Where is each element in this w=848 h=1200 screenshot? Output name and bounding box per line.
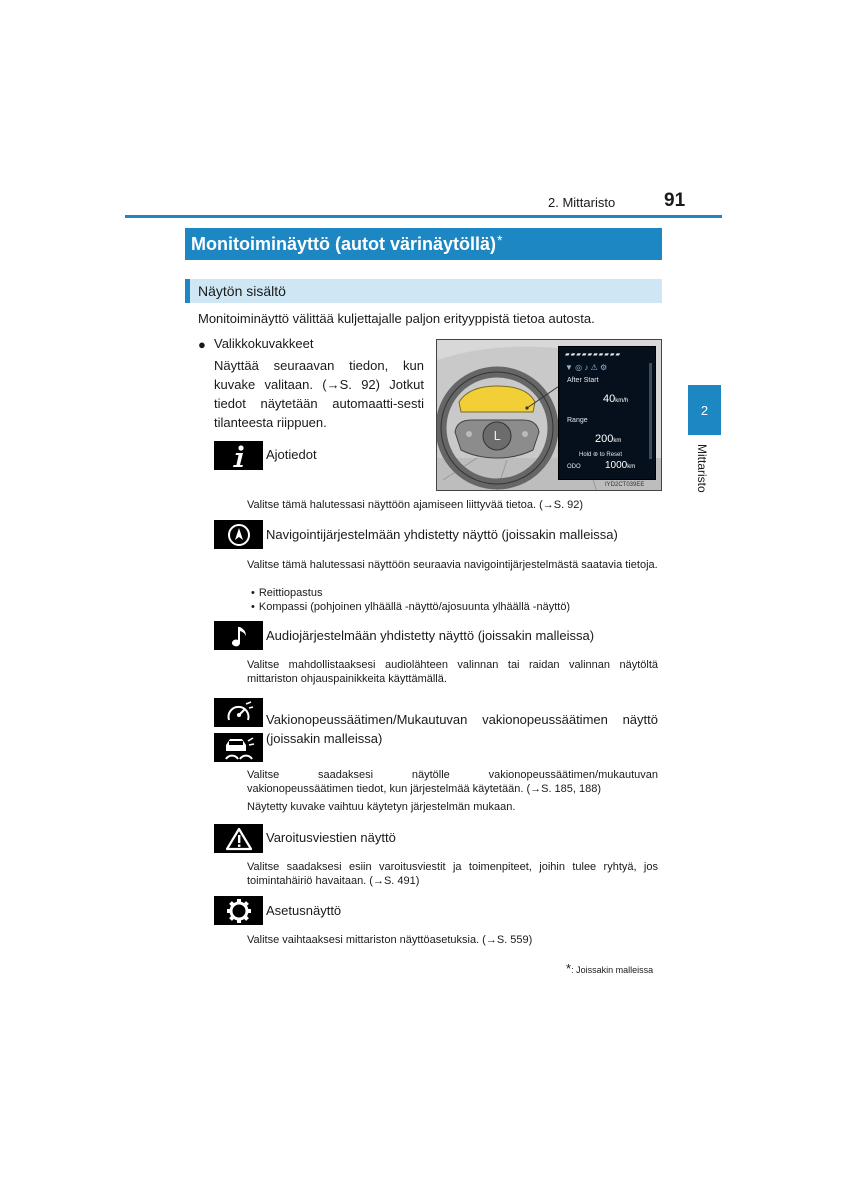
chapter-tab-label: Mittaristo	[695, 444, 709, 493]
radar-cruise-control-icon-box	[214, 733, 263, 762]
title-asterisk: *	[497, 232, 503, 248]
footnote-star: *	[566, 961, 572, 976]
info-icon-box	[214, 441, 263, 470]
image-code: IYD2CT039EE	[605, 482, 645, 488]
item-desc-cruise-control: Valitse saadaksesi näytölle vakionopeussäätimen/mukautuvan vakionopeussäätimen tiedot, kun järjestelmää käytetään. (→S. 185, 188)	[247, 769, 658, 795]
chapter-heading: 2. Mittaristo	[548, 195, 616, 210]
item-desc-navigation: Valitse tämä halutessasi näyttöön seuraavia navigointijärjestelmästä saatavia tietoja.	[247, 559, 658, 571]
page-number: 91	[664, 190, 686, 211]
bullet-icon: ●	[198, 337, 206, 352]
item-note-cruise-control: Näytetty kuvake vaihtuu käytetyn järjestelmän mukaan.	[247, 801, 516, 813]
music-note-icon-box	[214, 621, 263, 650]
bullet-heading: Valikkokuvakkeet	[214, 336, 314, 351]
navigation-icon	[227, 523, 251, 547]
bullet-text: Näyttää seuraavan tiedon, kun kuvake valitaan. (→S. 92) Jotkut tiedot näytetään automaatti-sesti tilanteesta riippuen.	[214, 358, 424, 430]
header-rule	[125, 215, 722, 218]
display-range-value: 200	[595, 433, 614, 445]
svg-text:L: L	[493, 429, 501, 443]
chapter-tab	[688, 385, 721, 435]
section-title	[185, 228, 662, 260]
display-range-label: Range	[567, 417, 588, 424]
navigation-subitem: • Kompassi (pohjoinen ylhäällä -näyttö/ajosuunta ylhäällä -näyttö)	[251, 601, 571, 613]
display-odo	[605, 460, 635, 471]
info-icon	[229, 444, 249, 468]
item-label-settings: Asetusnäyttö	[266, 903, 342, 918]
display-menu-icons: ▼ ◎ ♪ ⚠ ⚙	[565, 363, 608, 372]
display-speed	[603, 393, 628, 405]
navigation-subitem: • Reittiopastus	[251, 587, 323, 599]
display-range-unit: km	[613, 438, 622, 444]
subsection-heading-text: Näytön sisältö	[198, 283, 286, 299]
item-label-audio: Audiojärjestelmään yhdistetty näyttö (joissakin malleissa)	[266, 628, 595, 643]
radar-cruise-control-icon	[222, 735, 256, 761]
cruise-control-icon-box	[214, 698, 263, 727]
subsection-heading	[185, 279, 662, 303]
item-desc-audio: Valitse mahdollistaaksesi audiolähteen valinnan tai raidan valinnan näytöltä mittariston ohjauspainikkeita käyttämällä.	[247, 659, 658, 685]
display-speed-unit: km/h	[615, 398, 629, 404]
display-odo-unit: km	[627, 464, 636, 470]
warning-icon-box	[214, 824, 263, 853]
display-scrollbar	[649, 363, 652, 459]
intro-paragraph: Monitoiminäyttö välittää kuljettajalle paljon erityyppistä tietoa autosta.	[198, 311, 595, 326]
navigation-subitem-1: Reittiopastus	[258, 587, 323, 599]
navigation-subitem-2: Kompassi (pohjoinen ylhäällä -näyttö/ajosuunta ylhäällä -näyttö)	[258, 601, 571, 613]
item-desc-warning: Valitse saadaksesi esiin varoitusviestit ja toimenpiteet, joihin tulee ryhtyä, jos toimintahäiriö havaitaan. (→S. 491)	[247, 861, 658, 887]
display-odo-value: 1000	[605, 460, 628, 471]
warning-icon	[226, 827, 252, 851]
settings-gear-icon-box	[214, 896, 263, 925]
multi-information-display	[558, 346, 656, 480]
item-label-navigation: Navigointijärjestelmään yhdistetty näyttö (joissakin malleissa)	[266, 527, 618, 542]
item-desc-settings: Valitse vaihtaaksesi mittariston näyttöasetuksia. (→S. 559)	[247, 934, 533, 946]
item-desc-ajotiedot: Valitse tämä halutessasi näyttöön ajamiseen liittyvää tietoa. (→S. 92)	[247, 499, 584, 511]
footnote-text: : Joissakin malleissa	[571, 965, 654, 975]
item-label-ajotiedot: Ajotiedot	[266, 447, 317, 462]
navigation-icon-box	[214, 520, 263, 549]
display-hold-reset: Hold ⊛ to Reset	[579, 452, 623, 458]
section-title-text: Monitoiminäyttö (autot värinäytöllä)	[191, 233, 497, 254]
cruise-control-icon	[224, 700, 254, 726]
item-label-cruise-control: Vakionopeussäätimen/Mukautuvan vakionopeussäätimen näyttö (joissakin malleissa)	[266, 712, 658, 746]
display-status-bar: ▰▰▰▰▰▰▰▰▰▰	[565, 352, 622, 358]
chapter-tab-number: 2	[700, 402, 709, 418]
display-range	[595, 433, 621, 445]
music-note-icon	[229, 624, 249, 648]
display-speed-value: 40	[603, 393, 616, 405]
display-odo-label: ODO	[567, 464, 581, 470]
item-label-warning: Varoitusviestien näyttö	[266, 830, 396, 845]
settings-gear-icon	[226, 898, 252, 924]
display-after-start: After Start	[567, 377, 599, 384]
footnote	[566, 961, 653, 976]
